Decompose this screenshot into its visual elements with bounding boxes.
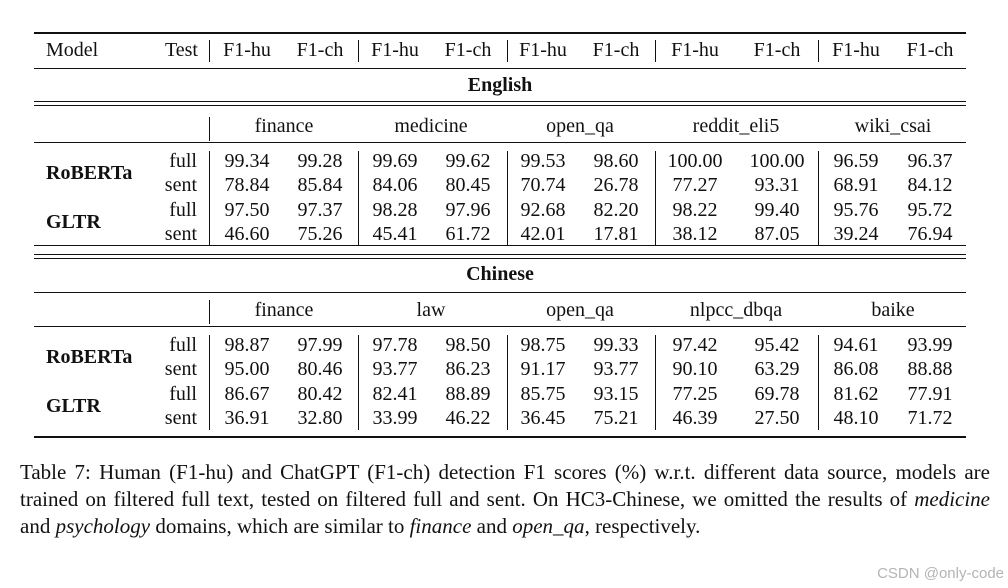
table-cell: 75.21 [593, 406, 639, 429]
header-test: Test [164, 39, 198, 61]
test-label: sent [164, 174, 197, 197]
section-double-rule [34, 258, 966, 259]
table-cell: 86.23 [445, 358, 491, 381]
header-metric: F1-hu [519, 39, 567, 61]
table-cell: 32.80 [297, 406, 343, 429]
caption-italic-medicine: medicine [914, 487, 990, 511]
domain-label: nlpcc_dbqa [689, 299, 783, 321]
table-cell: 42.01 [520, 222, 566, 245]
domain-label: reddit_eli5 [692, 115, 780, 137]
table-cell: 90.10 [672, 358, 718, 381]
section-title: English [467, 74, 533, 96]
caption-text: , respectively. [584, 514, 701, 538]
section-bottom-rule [34, 245, 966, 246]
table-cell: 61.72 [445, 222, 491, 245]
table-cell: 87.05 [754, 222, 800, 245]
table-cell: 78.84 [224, 174, 270, 197]
column-divider [507, 151, 508, 246]
table-cell: 76.94 [907, 222, 953, 245]
column-divider [655, 151, 656, 246]
header-metric: F1-ch [296, 39, 344, 61]
table-cell: 92.68 [520, 198, 566, 221]
header-metric: F1-ch [444, 39, 492, 61]
table-cell: 86.08 [833, 358, 879, 381]
column-divider [209, 151, 210, 246]
test-label: sent [164, 358, 197, 381]
model-name: RoBERTa [46, 346, 133, 369]
table-cell: 98.60 [593, 150, 639, 172]
table-cell: 26.78 [593, 174, 639, 197]
table-cell: 98.87 [224, 334, 270, 356]
table-cell: 84.12 [907, 174, 953, 197]
table-cell: 82.41 [372, 382, 418, 405]
table-cell: 98.22 [672, 198, 718, 221]
table-cell: 85.75 [520, 382, 566, 405]
table-cell: 46.22 [445, 406, 491, 429]
column-divider [209, 300, 210, 324]
column-divider [818, 151, 819, 246]
domain-label: medicine [394, 115, 468, 137]
caption-italic-open-qa: open_qa [512, 514, 585, 538]
column-divider [358, 151, 359, 246]
table-cell: 46.60 [224, 222, 270, 245]
header-metric: F1-hu [223, 39, 271, 61]
column-divider [507, 40, 508, 62]
column-divider [209, 335, 210, 430]
table-cell: 96.59 [833, 150, 879, 172]
caption-italic-psychology: psychology [55, 514, 151, 538]
table-cell: 95.00 [224, 358, 270, 381]
table-cell: 97.42 [672, 334, 718, 356]
column-divider [358, 335, 359, 430]
model-name: GLTR [46, 394, 101, 417]
table-cell: 80.45 [445, 174, 491, 197]
model-name: RoBERTa [46, 162, 133, 185]
caption-text: and [471, 514, 513, 538]
header-model: Model [46, 39, 99, 61]
domain-label: finance [254, 299, 314, 321]
table-cell: 99.40 [754, 198, 800, 221]
section-double-rule [34, 101, 966, 102]
test-label: full [169, 334, 197, 356]
table-cell: 93.77 [372, 358, 418, 381]
table-cell: 93.15 [593, 382, 639, 405]
table-cell: 85.84 [297, 174, 343, 197]
table-cell: 77.27 [672, 174, 718, 197]
column-divider [818, 335, 819, 430]
test-label: full [169, 382, 197, 405]
test-label: sent [164, 406, 197, 429]
table-cell: 71.72 [907, 406, 953, 429]
table-cell: 99.33 [593, 334, 639, 356]
table-cell: 46.39 [672, 406, 718, 429]
table-cell: 69.78 [754, 382, 800, 405]
caption-text: and [20, 514, 56, 538]
table-cell: 93.77 [593, 358, 639, 381]
top-rule [34, 32, 966, 34]
column-divider [655, 335, 656, 430]
table-cell: 82.20 [593, 198, 639, 221]
table-cell: 99.62 [445, 150, 491, 172]
table-cell: 68.91 [833, 174, 879, 197]
header-metric: F1-hu [371, 39, 419, 61]
table-cell: 63.29 [754, 358, 800, 381]
table-cell: 80.42 [297, 382, 343, 405]
table-cell: 98.28 [372, 198, 418, 221]
table-cell: 38.12 [672, 222, 718, 245]
table-cell: 99.53 [520, 150, 566, 172]
column-divider [209, 117, 210, 141]
table-cell: 81.62 [833, 382, 879, 405]
test-label: full [169, 150, 197, 172]
section-double-rule [34, 105, 966, 106]
table-cell: 48.10 [833, 406, 879, 429]
table-cell: 77.25 [672, 382, 718, 405]
model-name: GLTR [46, 210, 101, 233]
domain-label: wiki_csai [854, 115, 932, 137]
table-cell: 95.76 [833, 198, 879, 221]
header-rule [34, 68, 966, 69]
header-metric: F1-ch [753, 39, 801, 61]
table-cell: 99.28 [297, 150, 343, 172]
table-cell: 93.31 [754, 174, 800, 197]
table-cell: 17.81 [593, 222, 639, 245]
table-cell: 96.37 [907, 150, 953, 172]
table-cell: 33.99 [372, 406, 418, 429]
column-divider [358, 40, 359, 62]
table-cell: 100.00 [667, 150, 723, 172]
table-cell: 86.67 [224, 382, 270, 405]
caption-text: Table 7: Human (F1-hu) and ChatGPT (F1-ch) detection F1 scores (%) w.r.t. different data source, models are trained on filtered full text, tested on filtered full and sent. On HC3-Chinese, we omitted the results of [20, 460, 990, 511]
table-cell: 27.50 [754, 406, 800, 429]
header-metric: F1-hu [832, 39, 880, 61]
table-cell: 97.96 [445, 198, 491, 221]
domain-rule [34, 142, 966, 143]
column-divider [507, 335, 508, 430]
caption-italic-finance: finance [409, 514, 472, 538]
table-cell: 36.91 [224, 406, 270, 429]
caption-text: domains, which are similar to [150, 514, 410, 538]
table-cell: 45.41 [372, 222, 418, 245]
table-cell: 88.89 [445, 382, 491, 405]
table-cell: 70.74 [520, 174, 566, 197]
table-caption [20, 459, 990, 540]
section-title: Chinese [466, 263, 534, 285]
header-metric: F1-ch [592, 39, 640, 61]
domain-label: law [416, 299, 446, 321]
table-cell: 97.78 [372, 334, 418, 356]
domain-label: open_qa [546, 115, 614, 137]
table-cell: 36.45 [520, 406, 566, 429]
header-metric: F1-hu [671, 39, 719, 61]
table-cell: 97.99 [297, 334, 343, 356]
domain-rule [34, 326, 966, 327]
table-cell: 88.88 [907, 358, 953, 381]
column-divider [655, 40, 656, 62]
column-divider [209, 40, 210, 62]
domain-label: baike [871, 299, 915, 321]
header-metric: F1-ch [906, 39, 954, 61]
table-cell: 99.69 [372, 150, 418, 172]
test-label: sent [164, 222, 197, 245]
table-cell: 98.50 [445, 334, 491, 356]
watermark: CSDN @only-code [877, 565, 1004, 582]
table-cell: 94.61 [833, 334, 879, 356]
section-title-rule [34, 292, 966, 293]
domain-label: open_qa [546, 299, 614, 321]
column-divider [818, 40, 819, 62]
domain-label: finance [254, 115, 314, 137]
table-cell: 80.46 [297, 358, 343, 381]
table-cell: 100.00 [749, 150, 805, 172]
table-cell: 84.06 [372, 174, 418, 197]
table-cell: 98.75 [520, 334, 566, 356]
table-cell: 75.26 [297, 222, 343, 245]
section-bottom-rule [34, 436, 966, 438]
section-double-rule [34, 254, 966, 255]
table-cell: 99.34 [224, 150, 270, 172]
table-cell: 91.17 [520, 358, 566, 381]
table-cell: 93.99 [907, 334, 953, 356]
table-cell: 97.37 [297, 198, 343, 221]
table-cell: 97.50 [224, 198, 270, 221]
test-label: full [169, 198, 197, 221]
table-cell: 95.42 [754, 334, 800, 356]
table-cell: 77.91 [907, 382, 953, 405]
table-cell: 95.72 [907, 198, 953, 221]
table-cell: 39.24 [833, 222, 879, 245]
